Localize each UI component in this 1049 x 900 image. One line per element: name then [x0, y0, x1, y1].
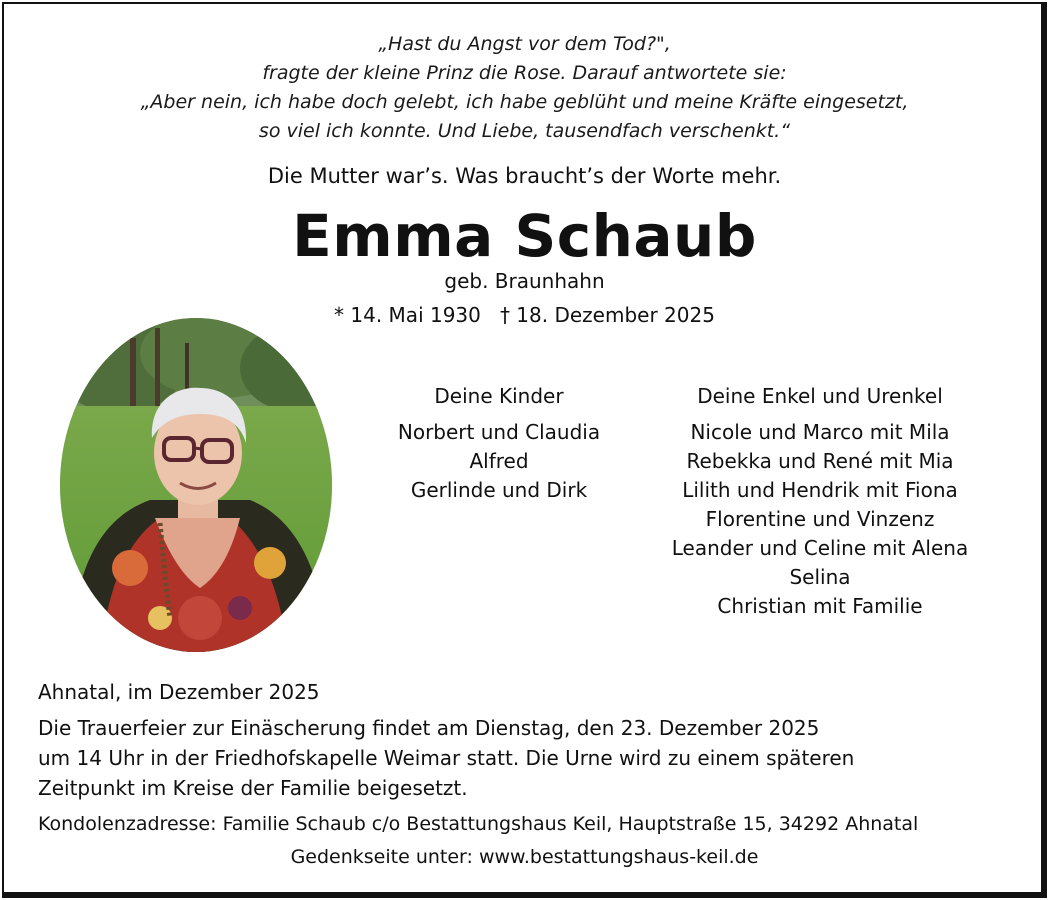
- quote-line: „Aber nein, ich habe doch gelebt, ich habe geblüht und meine Kräfte eingesetzt,: [140, 91, 909, 113]
- children-name: Norbert und Claudia: [397, 420, 601, 444]
- grandchildren-name: Leander und Celine mit Alena: [671, 536, 969, 560]
- children-heading: Deine Kinder: [434, 384, 564, 408]
- children-column: [360, 382, 638, 505]
- grandchildren-name: Christian mit Familie: [717, 594, 923, 618]
- children-name: Gerlinde und Dirk: [410, 478, 588, 502]
- condolence-address: Kondolenzadresse: Familie Schaub c/o Bestattungshaus Keil, Hauptstraße 15, 34292 Ahnatal: [38, 813, 919, 835]
- grandchildren-name: Selina: [789, 565, 851, 589]
- grandchildren-heading: Deine Enkel und Urenkel: [697, 384, 943, 408]
- children-name: Alfred: [469, 449, 529, 473]
- portrait-photo: [60, 318, 332, 652]
- quote-line: „Hast du Angst vor dem Tod?",: [378, 33, 671, 55]
- motto-line: Die Mutter war’s. Was braucht’s der Worte mehr.: [267, 164, 782, 188]
- grandchildren-name: Nicole und Marco mit Mila: [690, 420, 950, 444]
- quote-block: [0, 30, 1049, 146]
- ceremony-info: [38, 713, 1018, 803]
- grandchildren-name: Florentine und Vinzenz: [705, 507, 935, 531]
- place-date: Ahnatal, im Dezember 2025: [38, 680, 320, 704]
- ceremony-line: Die Trauerfeier zur Einäscherung findet am Dienstag, den 23. Dezember 2025: [38, 716, 820, 740]
- grandchildren-column: [640, 382, 1000, 621]
- grandchildren-name: Lilith und Hendrik mit Fiona: [682, 478, 958, 502]
- birth-name: geb. Braunhahn: [444, 269, 605, 293]
- ceremony-line: Zeitpunkt im Kreise der Familie beigesetzt.: [38, 776, 468, 800]
- deceased-name: Emma Schaub: [292, 202, 757, 270]
- life-dates: * 14. Mai 1930 † 18. Dezember 2025: [334, 303, 715, 327]
- quote-line: fragte der kleine Prinz die Rose. Darauf antwortete sie:: [262, 62, 787, 84]
- grandchildren-name: Rebekka und René mit Mia: [686, 449, 954, 473]
- memorial-page-link: Gedenkseite unter: www.bestattungshaus-keil.de: [290, 846, 759, 868]
- quote-line: so viel ich konnte. Und Liebe, tausendfach verschenkt.“: [258, 120, 791, 142]
- notice-details: [38, 677, 1018, 839]
- ceremony-line: um 14 Uhr in der Friedhofskapelle Weimar statt. Die Urne wird zu einem späteren: [38, 746, 855, 770]
